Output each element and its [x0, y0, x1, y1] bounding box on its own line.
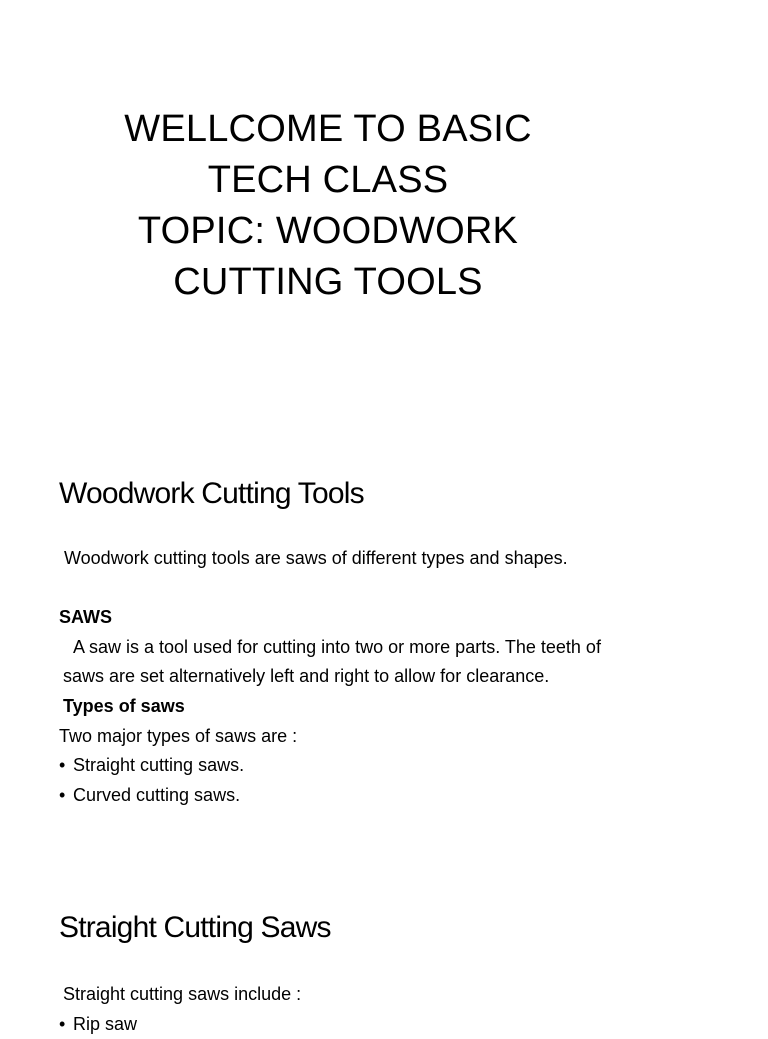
- list-item: [59, 781, 719, 811]
- title-line: TECH CLASS: [207, 159, 449, 201]
- slide-woodwork-cutting-tools: [0, 440, 768, 860]
- title-line: WELLCOME TO BASIC: [124, 108, 532, 150]
- slide-title: [0, 0, 768, 420]
- slide-heading: Straight Cutting Saws: [59, 911, 331, 944]
- title-line: CUTTING TOOLS: [173, 261, 483, 303]
- saws-label: SAWS: [59, 607, 113, 628]
- bullet-icon: •: [59, 1013, 66, 1034]
- spacer: [59, 574, 719, 604]
- list-item: [59, 751, 719, 781]
- slide-heading: Woodwork Cutting Tools: [59, 477, 364, 510]
- saws-description-line: saws are set alternatively left and right to allow for clearance.: [63, 666, 550, 687]
- slide-straight-cutting-saws: [0, 870, 768, 1034]
- list-item-text: Curved cutting saws.: [73, 784, 241, 805]
- title-line: TOPIC: WOODWORK: [137, 210, 519, 252]
- intro-text: Woodwork cutting tools are saws of different types and shapes.: [64, 548, 568, 568]
- types-intro: Two major types of saws are :: [59, 725, 298, 746]
- bullet-icon: •: [59, 755, 66, 776]
- bullet-icon: •: [59, 784, 66, 805]
- slide-body: [59, 544, 719, 810]
- intro-text: Straight cutting saws include :: [63, 984, 302, 1004]
- saws-description-line: A saw is a tool used for cutting into two or more parts. The teeth of: [73, 636, 601, 657]
- list-item: [59, 1010, 719, 1039]
- types-label: Types of saws: [63, 695, 185, 716]
- page-title: [80, 104, 576, 308]
- slide-body: [59, 980, 719, 1039]
- list-item-text: Rip saw: [73, 1013, 138, 1034]
- list-item-text: Straight cutting saws.: [73, 755, 245, 776]
